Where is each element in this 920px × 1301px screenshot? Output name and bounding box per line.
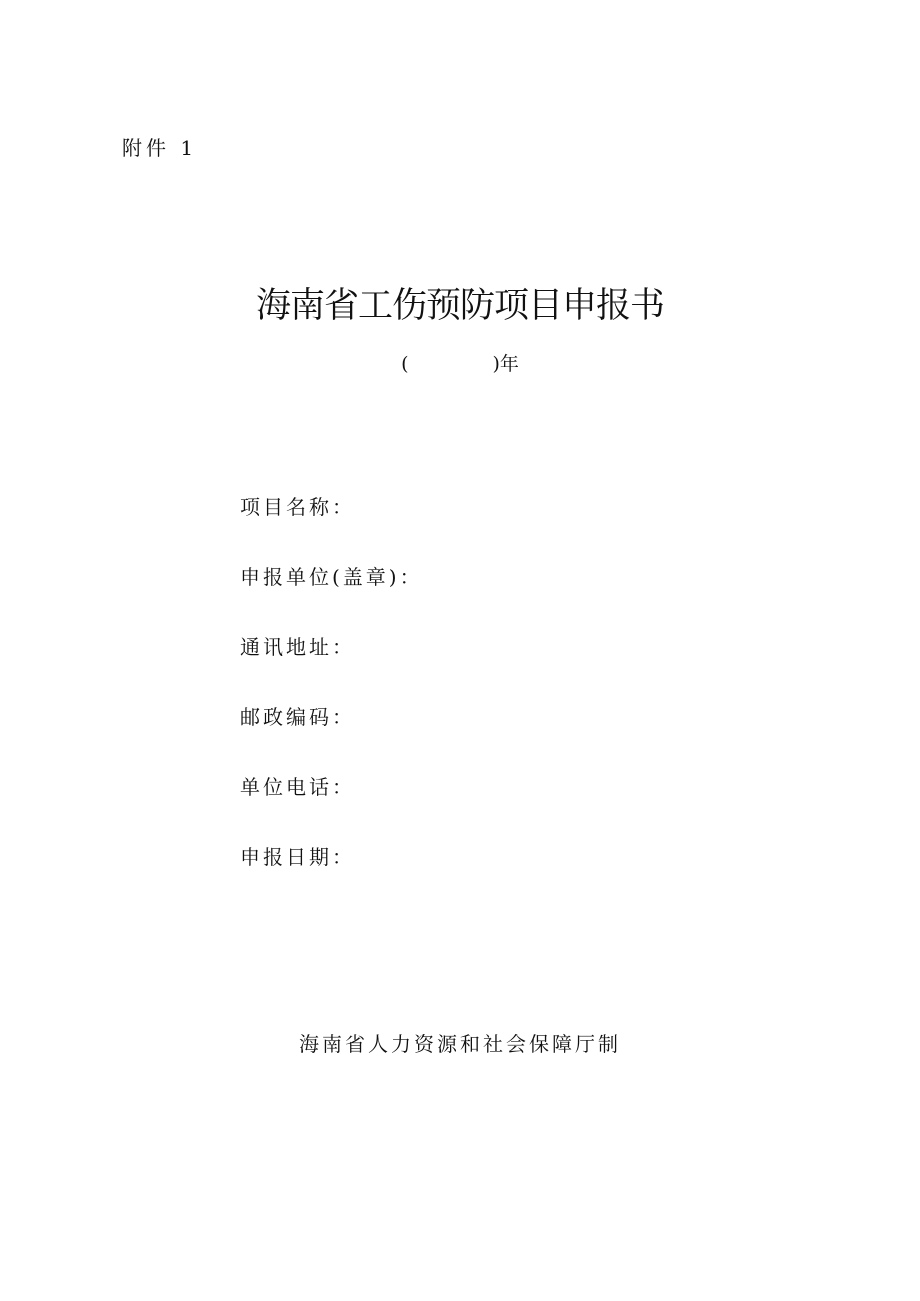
issuer-line: 海南省人力资源和社会保障厅制 [299, 1032, 621, 1056]
field-postal-code: 邮政编码： [240, 705, 355, 729]
year-line [0, 350, 920, 378]
year-close-suffix: )年 [492, 353, 519, 375]
field-phone: 单位电话： [240, 775, 355, 799]
field-project-name: 项目名称： [240, 495, 355, 519]
attachment-label: 附件 1 [122, 136, 198, 160]
field-address: 通讯地址： [240, 635, 355, 659]
field-applicant-unit: 申报单位(盖章)： [240, 565, 423, 589]
application-fields [240, 493, 423, 913]
document-title: 海南省工伤预防项目申报书 [255, 286, 664, 326]
year-open-paren: ( [401, 353, 409, 375]
field-application-date: 申报日期： [240, 845, 355, 869]
